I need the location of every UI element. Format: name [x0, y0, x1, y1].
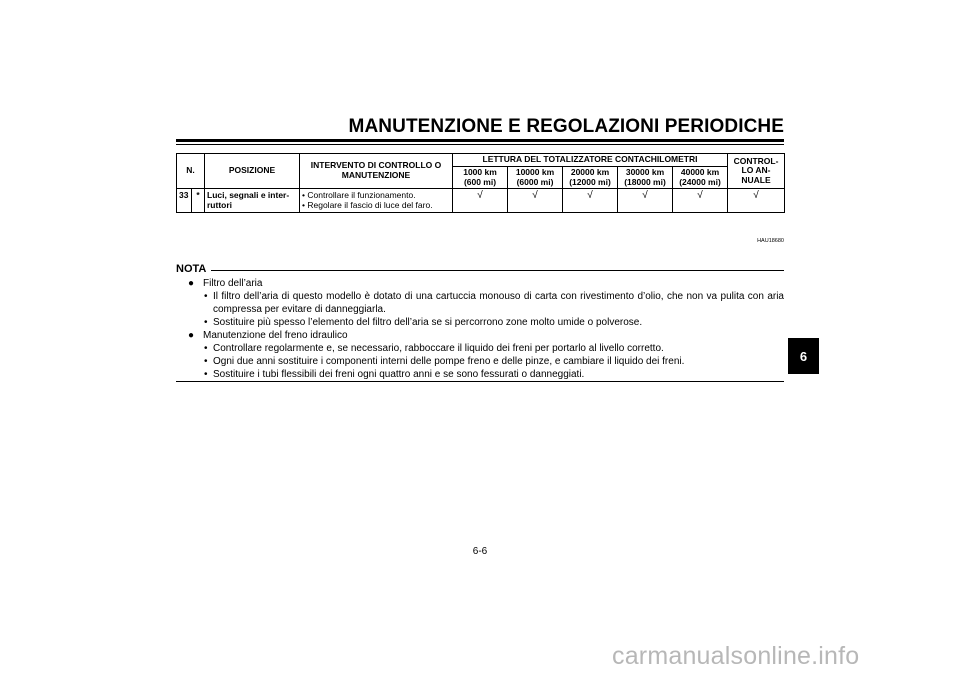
nota-bottom-rule: [176, 381, 784, 382]
check-mark: √: [673, 189, 728, 212]
list-item: ● Manutenzione del freno idraulico: [188, 330, 348, 341]
row-number: 33: [177, 189, 192, 212]
header-interval-5: 40000 km (24000 mi): [673, 166, 728, 189]
page-title: MANUTENZIONE E REGOLAZIONI PERIODICHE: [348, 116, 784, 137]
header-controllo-annuale: CONTROL-LO AN-NUALE: [728, 154, 785, 189]
bullet-icon: •: [204, 343, 208, 354]
row-interventi: • Controllare il funzionamento. • Regolare il fascio di luce del faro.: [300, 189, 453, 212]
bullet-icon: ●: [188, 330, 195, 341]
title-rule-thin: [176, 144, 784, 145]
watermark: carmanualsonline.info: [612, 642, 860, 670]
bullet-icon: •: [204, 369, 208, 380]
header-interval-3: 20000 km (12000 mi): [563, 166, 618, 189]
list-item: • Il filtro dell’aria di questo modello è dotato di una cartuccia monouso di carta con rivestimento d’olio, che non va pulita con aria compressa per evitare di danneggiarla.: [204, 291, 784, 315]
list-item: • Sostituire più spesso l’elemento del filtro dell’aria se si percorrono zone molto umide o polverose.: [204, 317, 643, 328]
maintenance-table: [176, 153, 785, 213]
bullet-icon: •: [204, 317, 208, 328]
check-mark: √: [508, 189, 563, 212]
table-row: [177, 189, 785, 212]
list-item: • Ogni due anni sostituire i componenti interni delle pompe freno e delle pinze, e cambiare il liquido dei freni.: [204, 356, 685, 367]
header-interval-4: 30000 km (18000 mi): [618, 166, 673, 189]
header-n: N.: [177, 154, 205, 189]
check-mark: √: [728, 189, 785, 212]
list-item: • Controllare regolarmente e, se necessario, rabboccare il liquido dei freni per portarlo al livello corretto.: [204, 343, 664, 354]
check-mark: √: [618, 189, 673, 212]
chapter-tab: 6: [788, 338, 819, 374]
list-item: • Sostituire i tubi flessibili dei freni ogni quattro anni e se sono fessurati o danneggiati.: [204, 369, 585, 380]
bullet-icon: •: [204, 291, 208, 302]
document-code: HAU18680: [757, 238, 784, 244]
nota-label: NOTA: [176, 263, 207, 275]
header-intervento: INTERVENTO DI CONTROLLO O MANUTENZIONE: [300, 154, 453, 189]
row-posizione: Luci, segnali e inter-ruttori: [205, 189, 300, 212]
page-number: 6-6: [472, 546, 488, 557]
header-interval-2: 10000 km (6000 mi): [508, 166, 563, 189]
list-item: ● Filtro dell’aria: [188, 278, 263, 289]
title-rule: [176, 139, 784, 142]
header-posizione: POSIZIONE: [205, 154, 300, 189]
nota-rule: [211, 270, 784, 271]
check-mark: √: [453, 189, 508, 212]
row-star: *: [192, 189, 205, 212]
header-interval-1: 1000 km (600 mi): [453, 166, 508, 189]
bullet-icon: •: [204, 356, 208, 367]
bullet-icon: ●: [188, 278, 195, 289]
header-lettura: LETTURA DEL TOTALIZZATORE CONTACHILOMETRI: [453, 154, 728, 167]
check-mark: √: [563, 189, 618, 212]
nota-body: [176, 277, 784, 381]
